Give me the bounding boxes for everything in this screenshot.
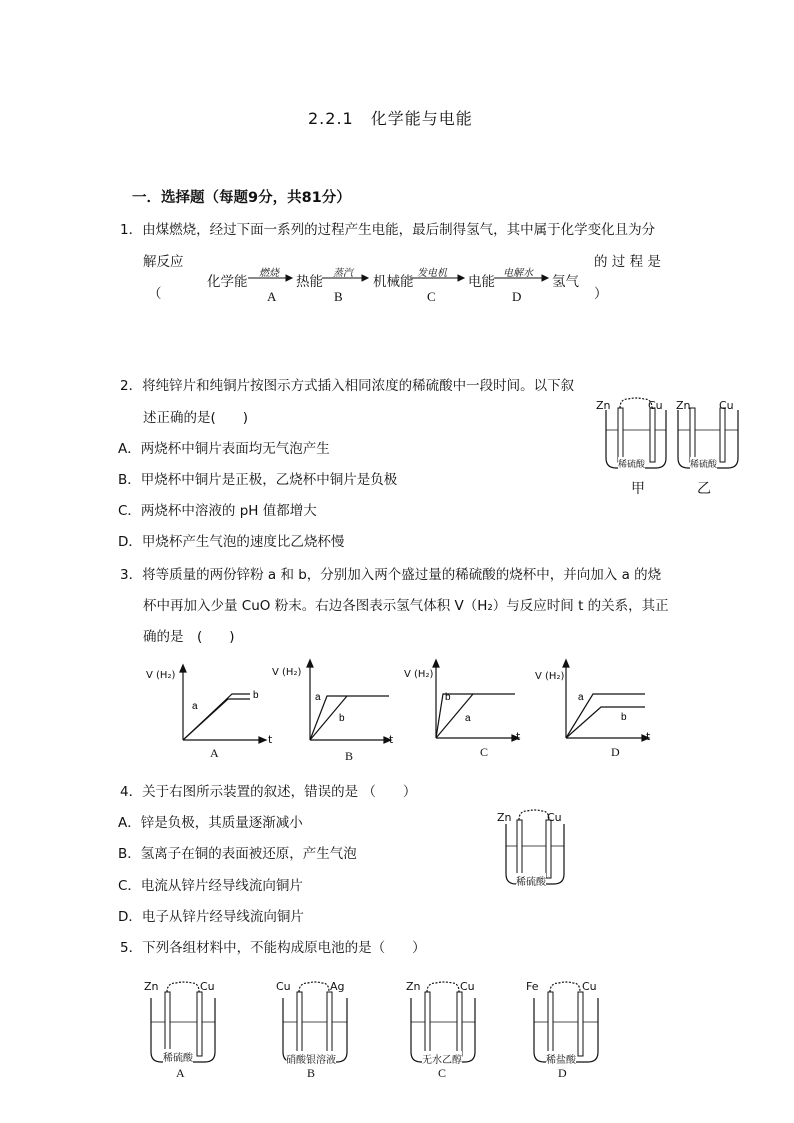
solution-label: 无水乙醇 (422, 1051, 462, 1066)
chain-node: 机械能 (373, 274, 414, 290)
beaker-caption: 甲 (631, 481, 645, 497)
arrow-letter: A (267, 289, 277, 304)
graph-letter: D (611, 745, 620, 759)
graph-xlabel: t (646, 730, 651, 743)
solution-label: 稀硫酸 (163, 1049, 193, 1064)
electrode-label-right: Cu (719, 399, 734, 412)
q4-option-c[interactable]: C．电流从锌片经导线流向铜片 (118, 878, 303, 894)
line-b (566, 707, 645, 738)
chain-node: 热能 (296, 274, 323, 290)
electrode-label-right: Cu (547, 811, 562, 824)
solution-label: 稀硫酸 (618, 457, 645, 470)
arrow-letter: B (334, 289, 343, 304)
q4-stem: 4．关于右图所示装置的叙述，错误的是 （ ） (120, 784, 417, 800)
label-b: b (621, 712, 627, 723)
label-a: a (578, 692, 584, 703)
q3-stem-line3: 确的是 ( ) (143, 629, 235, 645)
graph-xlabel: t (389, 733, 394, 746)
arrow-label: 电解水 (503, 268, 533, 279)
graph-a-plot (170, 665, 280, 755)
arrow-label: 发电机 (417, 268, 447, 279)
q2-option-c[interactable]: C．两烧杯中溶液的 pH 值都增大 (118, 503, 317, 519)
solution-label: 稀盐酸 (546, 1051, 576, 1066)
solution-label: 硝酸银溶液 (286, 1051, 336, 1066)
line-a (310, 696, 389, 740)
q2-stem-line2: 述正确的是( ) (143, 410, 249, 426)
electrode-label-left: Zn (144, 980, 159, 993)
graph-xlabel: t (516, 730, 521, 743)
arrow-letter: C (427, 289, 436, 304)
page-title: 2.2.1 化学能与电能 (308, 109, 473, 128)
graph-ylabel: V (H₂) (146, 670, 176, 681)
q1-paren-open: （ (148, 286, 162, 302)
q2-option-b[interactable]: B．甲烧杯中铜片是正极，乙烧杯中铜片是负极 (118, 472, 398, 488)
q3-stem-line1: 3．将等质量的两份锌粉 a 和 b，分别加入两个盛过量的稀硫酸的烧杯中，并向加入 a 的烧 (120, 567, 662, 583)
graph-letter: A (210, 746, 219, 760)
electrode-label-right: Cu (648, 399, 663, 412)
q2-option-d[interactable]: D．甲烧杯产生气泡的速度比乙烧杯慢 (118, 534, 345, 550)
beaker-caption: C (438, 1066, 447, 1080)
electrode-label-right: Ag (330, 980, 345, 993)
electrode-label-left: Zn (497, 811, 512, 824)
electrode-label-left: Cu (276, 980, 291, 993)
graph-xlabel: t (268, 733, 273, 746)
label-a: a (465, 713, 471, 724)
electrode-label-right: Cu (582, 980, 597, 993)
electrode-label-left: Fe (526, 980, 539, 993)
electrode-label-left: Zn (596, 399, 611, 412)
graph-ylabel: V (H₂) (535, 671, 565, 682)
solution-label: 稀硫酸 (690, 457, 717, 470)
q3-stem-line2: 杯中再加入少量 CuO 粉末。右边各图表示氢气体积 V（H₂）与反应时间 t 的关系，其正 (143, 598, 669, 614)
graph-ylabel: V (H₂) (272, 667, 302, 678)
solution-label: 稀硫酸 (516, 873, 546, 888)
electrode-label-left: Zn (406, 980, 421, 993)
q4-option-b[interactable]: B．氢离子在铜的表面被还原，产生气泡 (118, 846, 357, 862)
chain-node: 化学能 (207, 274, 248, 290)
beaker-caption: A (176, 1066, 185, 1080)
arrow-letter: D (512, 289, 522, 304)
beaker-caption: 乙 (697, 481, 711, 497)
graph-letter: C (480, 745, 489, 759)
beaker-caption: D (558, 1066, 567, 1080)
label-b: b (253, 690, 259, 701)
arrow-label: 燃烧 (259, 268, 279, 279)
arrow-label: 蒸汽 (333, 268, 353, 279)
q1-stem-line1: 1．由煤燃烧，经过下面一系列的过程产生电能，最后制得氢气，其中属于化学变化且为分 (120, 222, 656, 238)
graph-letter: B (345, 749, 354, 763)
q1-stem-line2-end: 的 过 程 是 (594, 254, 661, 270)
label-a: a (192, 701, 198, 712)
q2-stem-line1: 2．将纯锌片和纯铜片按图示方式插入相同浓度的稀硫酸中一段时间。以下叙 (120, 378, 575, 394)
electrode-label-right: Cu (460, 980, 475, 993)
chain-node: 氢气 (552, 274, 579, 290)
q5-stem: 5．下列各组材料中，不能构成原电池的是（ ） (120, 940, 426, 956)
q4-option-d[interactable]: D．电子从锌片经导线流向铜片 (118, 909, 304, 925)
q2-option-a[interactable]: A．两烧杯中铜片表面均无气泡产生 (118, 441, 330, 457)
beaker-caption: B (307, 1066, 316, 1080)
q4-option-a[interactable]: A．锌是负极，其质量逐渐减小 (118, 815, 303, 831)
electrode-label-right: Cu (200, 980, 215, 993)
electrode-label-left: Zn (676, 399, 691, 412)
label-b: b (445, 692, 451, 703)
section-heading: 一．选择题（每题9分，共81分） (132, 190, 351, 206)
graph-ylabel: V (H₂) (404, 669, 434, 680)
chain-node: 电能 (468, 274, 495, 290)
q1-stem-line2: 解反应 (143, 254, 184, 270)
label-b: b (339, 713, 345, 724)
q1-paren-close: ） (594, 286, 608, 302)
label-a: a (315, 692, 321, 703)
